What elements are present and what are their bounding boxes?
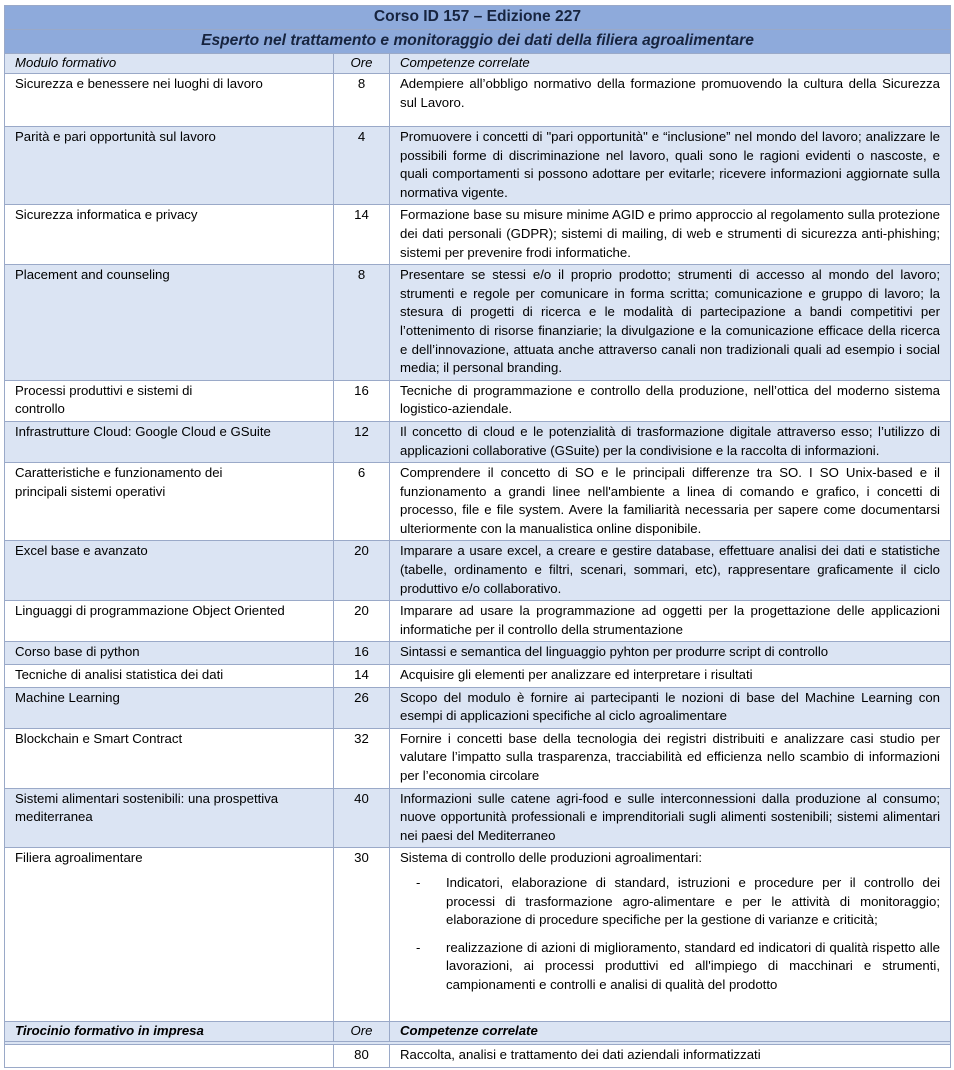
table-row	[5, 642, 951, 665]
module-name: Machine Learning	[5, 687, 334, 728]
module-name: Infrastrutture Cloud: Google Cloud e GSuite	[5, 421, 334, 462]
list-item	[400, 939, 940, 995]
module-hours: 8	[334, 265, 390, 381]
table-row	[5, 421, 951, 462]
module-hours: 20	[334, 601, 390, 642]
internship-skills-label: Competenze correlate	[390, 1022, 951, 1042]
module-skills: Il concetto di cloud e le potenzialità di trasformazione digitale attraverso esso; l’utilizzo di applicazioni collaborative (GSuite) per la condivisione e la raccolta di informazioni.	[390, 421, 951, 462]
list-item-text: Indicatori, elaborazione di standard, istruzioni e procedure per il controllo dei processi di trasformazione agro-alimentare e per le attività di monitoraggio; elaborazione di procedure specifiche per la gestione di varianze e criticità;	[446, 874, 940, 928]
module-skills	[390, 848, 951, 1022]
table-row	[5, 265, 951, 381]
internship-skills: Raccolta, analisi e trattamento dei dati aziendali informatizzati	[390, 1045, 951, 1068]
module-hours: 6	[334, 463, 390, 541]
module-hours: 20	[334, 541, 390, 601]
dash-bullet-icon: -	[416, 939, 421, 955]
header-title-row	[5, 6, 951, 30]
course-title: Corso ID 157 – Edizione 227	[5, 6, 951, 30]
module-name: Excel base e avanzato	[5, 541, 334, 601]
internship-title: Tirocinio formativo in impresa	[5, 1022, 334, 1042]
table-row	[5, 463, 951, 541]
module-hours: 12	[334, 421, 390, 462]
module-name: Parità e pari opportunità sul lavoro	[5, 127, 334, 205]
module-skills: Comprendere il concetto di SO e le principali differenze tra SO. I SO Unix-based e il funzionamento a grandi linee nell'ambiente a linea di comando e grafico, i concetti di processo, file e file system. Avere la familiarità necessaria per sapere come documentarsi ulteriormente con la manualistica online disponibile.	[390, 463, 951, 541]
module-skills: Adempiere all’obbligo normativo della formazione promuovendo la cultura della Sicurezza sul Lavoro.	[390, 74, 951, 127]
table-row	[5, 601, 951, 642]
module-name: Corso base di python	[5, 642, 334, 665]
module-skills: Informazioni sulle catene agri-food e sulle interconnessioni dalla produzione al consumo; nuove opportunità professionali e imprenditoriali sugli alimenti sostenibili; sistemi alimentari nei paesi del Mediterraneo	[390, 788, 951, 848]
internship-header-row	[5, 1022, 951, 1042]
list-item	[400, 874, 940, 930]
filiera-list	[400, 874, 940, 995]
module-skills: Presentare se stessi e/o il proprio prodotto; strumenti di accesso al mondo del lavoro; strumenti e regole per comunicare in forma scritta; comunicazione e gruppo di lavoro; la stesura di progetti di ricerca e le modalità di partecipazione a bandi competitivi per l’ottenimento di risorse finanziarie; la divulgazione e la comunicazione efficace della ricerca e dell’innovazione, attuata anche attraverso canali non tradizionali quali ad esempio i social media; il personal branding.	[390, 265, 951, 381]
column-header-module: Modulo formativo	[5, 54, 334, 74]
table-row	[5, 380, 951, 421]
module-hours: 4	[334, 127, 390, 205]
module-skills: Fornire i concetti base della tecnologia dei registri distribuiti e analizzare casi studio per valutare l’impatto sulla trasparenza, tracciabilità ed efficienza nello scambio di informazioni per l’economia circolare	[390, 728, 951, 788]
table-row	[5, 665, 951, 688]
module-hours: 32	[334, 728, 390, 788]
module-skills: Sintassi e semantica del linguaggio pyhton per produrre script di controllo	[390, 642, 951, 665]
module-skills: Imparare a usare excel, a creare e gestire database, effettuare analisi dei dati e statistiche (tabelle, ordinamento e filtri, scenari, sommari, etc), rappresentare graficamente il ciclo produttivo e/o collaborativo.	[390, 541, 951, 601]
module-name: Caratteristiche e funzionamento dei principali sistemi operativi	[5, 463, 334, 541]
filiera-intro: Sistema di controllo delle produzioni agroalimentari:	[400, 850, 703, 866]
table-row	[5, 127, 951, 205]
module-name: Linguaggi di programmazione Object Oriented	[5, 601, 334, 642]
list-item-text: realizzazione di azioni di miglioramento, standard ed indicatori di qualità rispetto alle lavorazioni, ai processi produttivi ed all'impiego di macchinari e strumenti, campionamenti e controlli e analisi di qualità del prodotto	[446, 939, 940, 992]
module-name: Filiera agroalimentare	[5, 848, 334, 1022]
course-table	[4, 5, 951, 1068]
internship-empty-cell	[5, 1045, 334, 1068]
module-hours: 16	[334, 380, 390, 421]
column-header-row	[5, 54, 951, 74]
table-row	[5, 687, 951, 728]
module-name: Blockchain e Smart Contract	[5, 728, 334, 788]
internship-hours-label: Ore	[334, 1022, 390, 1042]
internship-hours: 80	[334, 1045, 390, 1068]
module-hours: 30	[334, 848, 390, 1022]
table-row	[5, 74, 951, 127]
module-skills: Acquisire gli elementi per analizzare ed interpretare i risultati	[390, 665, 951, 688]
module-skills: Tecniche di programmazione e controllo della produzione, nell’ottica del moderno sistema logistico-aziendale.	[390, 380, 951, 421]
column-header-skills: Competenze correlate	[390, 54, 951, 74]
module-skills: Promuovere i concetti di "pari opportunità" e “inclusione” nel mondo del lavoro; analizzare le possibili forme di discriminazione nel lavoro, quali sono le ragioni evidenti o nascoste, e quali comportamenti si possono adottare per evitarle; ricevere informazioni aggiornate sulla normativa vigente.	[390, 127, 951, 205]
module-hours: 40	[334, 788, 390, 848]
module-hours: 14	[334, 205, 390, 265]
module-name: Placement and counseling	[5, 265, 334, 381]
table-row	[5, 1045, 951, 1068]
module-name: Tecniche di analisi statistica dei dati	[5, 665, 334, 688]
course-subtitle: Esperto nel trattamento e monitoraggio dei dati della filiera agroalimentare	[5, 30, 951, 54]
table-row	[5, 205, 951, 265]
table-row	[5, 788, 951, 848]
module-hours: 14	[334, 665, 390, 688]
header-subtitle-row	[5, 30, 951, 54]
column-header-hours: Ore	[334, 54, 390, 74]
table-row	[5, 848, 951, 1022]
module-name: Sicurezza informatica e privacy	[5, 205, 334, 265]
table-row	[5, 728, 951, 788]
module-name: Sistemi alimentari sostenibili: una prospettiva mediterranea	[5, 788, 334, 848]
module-hours: 16	[334, 642, 390, 665]
module-skills: Scopo del modulo è fornire ai partecipanti le nozioni di base del Machine Learning con esempi di applicazioni specifiche al ciclo agroalimentare	[390, 687, 951, 728]
dash-bullet-icon: -	[416, 874, 421, 890]
module-skills: Imparare ad usare la programmazione ad oggetti per la progettazione delle applicazioni informatiche per il controllo della strumentazione	[390, 601, 951, 642]
module-hours: 8	[334, 74, 390, 127]
module-hours: 26	[334, 687, 390, 728]
table-row	[5, 541, 951, 601]
module-name: Processi produttivi e sistemi di controllo	[5, 380, 334, 421]
module-skills: Formazione base su misure minime AGID e primo approccio al regolamento sulla protezione dei dati personali (GDPR); sistemi di mailing, di web e strumenti di sicurezza anti-phishing; sistemi per prevenire frodi informatiche.	[390, 205, 951, 265]
module-name: Sicurezza e benessere nei luoghi di lavoro	[5, 74, 334, 127]
